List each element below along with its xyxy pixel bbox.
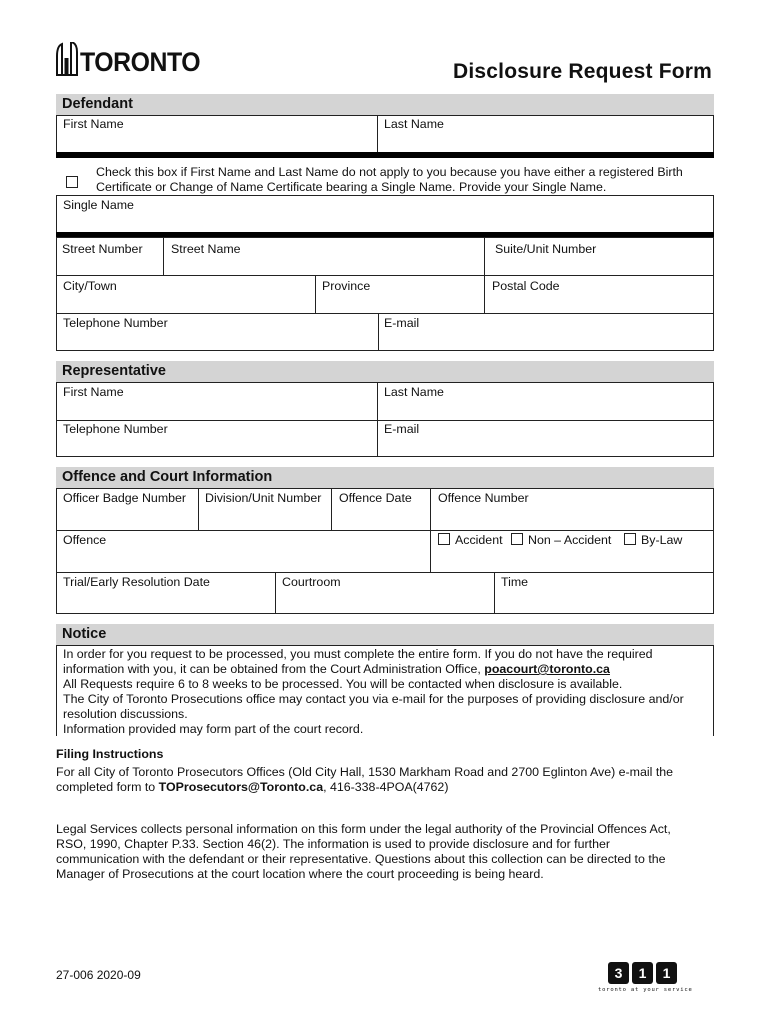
offence-block — [56, 488, 714, 614]
single-name-instruction: Check this box if First Name and Last Name do not apply to you because you have either a registered Birth — [96, 165, 683, 179]
suite-unit-field[interactable]: Suite/Unit Number — [495, 242, 597, 256]
divider — [378, 313, 379, 351]
defendant-heading: Defendant — [56, 94, 714, 115]
divider — [484, 237, 485, 313]
notice-text: In order for you request to be processed, you must complete the entire form. If you do not have the required information with you, it can be obtained from the Court Administration Office, poacourt@toronto.ca All Requests require 6 to 8 weeks to be processed. You will be contacted when disclosure is available. The City of Toronto Prosecutions office may contact you via e-mail for the purposes of providing disclosure and/or resolution discussions. Information provided may form part of the court record. — [63, 647, 684, 736]
postal-code-field[interactable]: Postal Code — [492, 279, 560, 293]
single-name-row — [56, 195, 714, 233]
311-tagline: toronto at your service — [598, 987, 693, 993]
representative-email-field[interactable]: E-mail — [384, 422, 420, 436]
divider — [198, 488, 199, 530]
single-name-field[interactable]: Single Name — [63, 198, 134, 212]
trial-date-field[interactable]: Trial/Early Resolution Date — [63, 575, 210, 589]
divider — [56, 275, 714, 276]
logo-text: TORONTO — [80, 47, 201, 77]
section-divider — [56, 152, 714, 158]
offence-date-field[interactable]: Offence Date — [339, 491, 412, 505]
divider — [331, 488, 332, 530]
bylaw-label: By-Law — [641, 533, 683, 547]
representative-first-name-field[interactable]: First Name — [63, 385, 124, 399]
311-digit: 3 — [608, 962, 629, 984]
legal-notice: Legal Services collects personal information on this form under the legal authority of the Provincial Offences Act, RSO, 1990, Chapter P.33. Section 46(2). The information is used to provide disclosure and for further communication with the defendant or their representative. Questions about this collection can be directed to the Manager of Prosecutions at the court location where the court proceeding is being heard. — [56, 822, 671, 881]
defendant-first-name-field[interactable]: First Name — [63, 117, 124, 131]
bylaw-checkbox[interactable] — [624, 533, 636, 545]
single-name-instruction-2: Certificate or Change of Name Certificate bearing a Single Name. Provide your Single Name. — [96, 180, 607, 194]
defendant-address-block — [56, 237, 714, 351]
single-name-checkbox[interactable] — [66, 176, 78, 188]
poacourt-email-link[interactable]: poacourt@toronto.ca — [484, 662, 610, 676]
311-logo — [608, 962, 677, 984]
form-code: 27-006 2020-09 — [56, 968, 141, 982]
divider — [56, 313, 714, 314]
divider — [56, 572, 714, 573]
divider — [56, 645, 714, 646]
street-number-field[interactable]: Street Number — [62, 242, 143, 256]
311-digit: 1 — [632, 962, 653, 984]
divider — [56, 420, 714, 421]
toprosecutors-email[interactable]: TOProsecutors@Toronto.ca — [158, 780, 324, 794]
divider — [377, 382, 378, 457]
representative-telephone-field[interactable]: Telephone Number — [63, 422, 168, 436]
divider — [56, 530, 714, 531]
divider — [275, 572, 276, 614]
accident-label: Accident — [455, 533, 503, 547]
defendant-last-name-field[interactable]: Last Name — [384, 117, 444, 131]
notice-heading: Notice — [56, 624, 714, 645]
divider — [377, 115, 378, 153]
divider — [713, 645, 714, 736]
filing-text: For all City of Toronto Prosecutors Offices (Old City Hall, 1530 Markham Road and 2700 Eglinton Ave) e-mail the completed form to TOProsecutors@Toronto.ca, 416-338-4POA(4762) — [56, 765, 674, 794]
filing-heading: Filing Instructions — [56, 747, 164, 761]
city-town-field[interactable]: City/Town — [63, 279, 117, 293]
toronto-logo — [56, 40, 211, 76]
311-digit: 1 — [656, 962, 677, 984]
offence-heading: Offence and Court Information — [56, 467, 714, 488]
non-accident-checkbox[interactable] — [511, 533, 523, 545]
officer-badge-field[interactable]: Officer Badge Number — [63, 491, 187, 505]
courtroom-field[interactable]: Courtroom — [282, 575, 341, 589]
non-accident-label: Non – Accident — [528, 533, 612, 547]
street-name-field[interactable]: Street Name — [171, 242, 241, 256]
divider — [315, 275, 316, 313]
representative-heading: Representative — [56, 361, 714, 382]
representative-last-name-field[interactable]: Last Name — [384, 385, 444, 399]
offence-number-field[interactable]: Offence Number — [438, 491, 529, 505]
accident-checkbox[interactable] — [438, 533, 450, 545]
offence-field[interactable]: Offence — [63, 533, 107, 547]
defendant-email-field[interactable]: E-mail — [384, 316, 420, 330]
defendant-telephone-field[interactable]: Telephone Number — [63, 316, 168, 330]
division-unit-field[interactable]: Division/Unit Number — [205, 491, 322, 505]
divider — [163, 237, 164, 275]
province-field[interactable]: Province — [322, 279, 371, 293]
divider — [430, 488, 431, 572]
divider — [56, 645, 57, 736]
time-field[interactable]: Time — [501, 575, 529, 589]
city-hall-icon — [56, 42, 78, 76]
form-title: Disclosure Request Form — [453, 60, 712, 83]
divider — [494, 572, 495, 614]
